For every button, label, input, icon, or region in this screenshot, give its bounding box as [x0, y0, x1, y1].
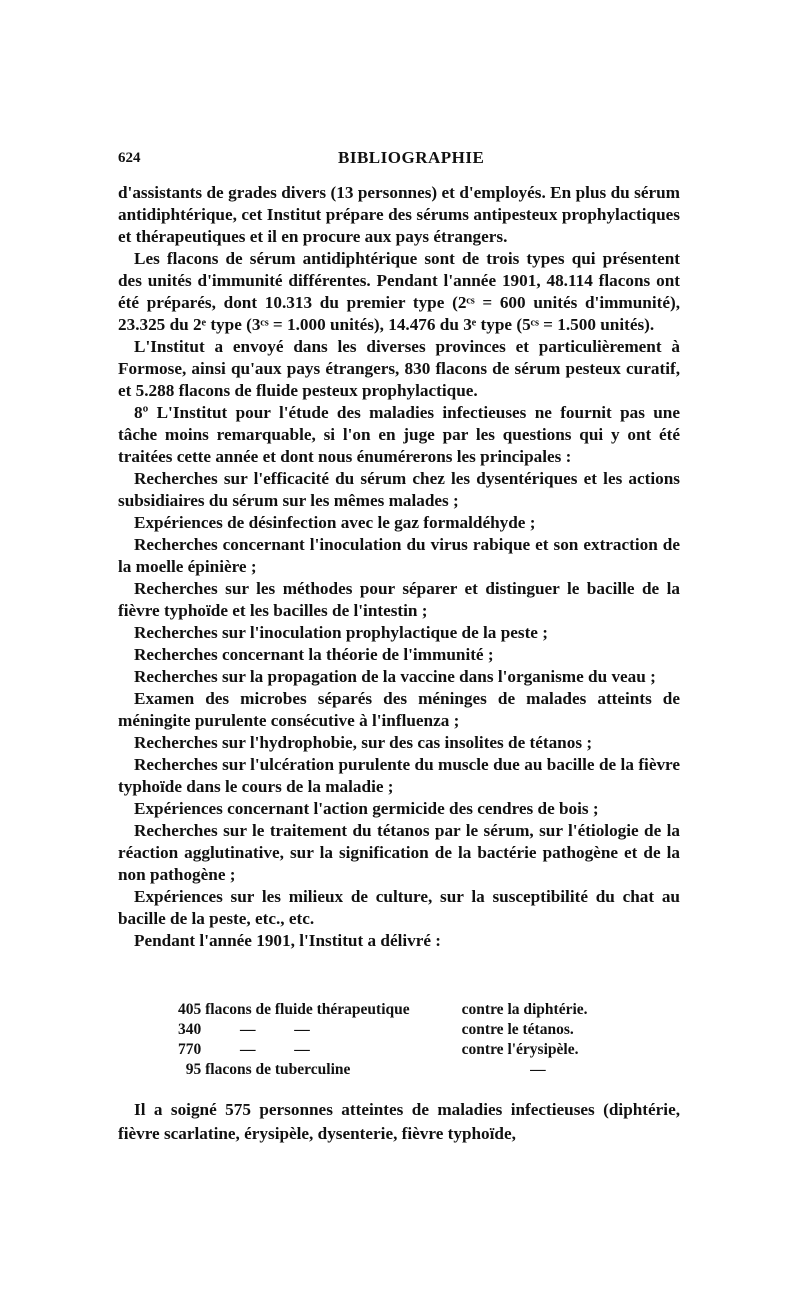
paragraph: Recherches sur les méthodes pour séparer et distinguer le bacille de la fièvre typhoïde et les bacilles de l'intestin ;: [118, 579, 680, 620]
paragraph: Recherches concernant la théorie de l'immunité ;: [134, 645, 494, 664]
supply-table: [178, 1000, 618, 1080]
paragraph: L'Institut a envoyé dans les diverses provinces et particulièrement à Formose, ainsi qu'aux pays étrangers, 830 flacons de sérum pesteux curatif, et 5.288 flacons de fluide pesteux prophylactique.: [118, 337, 680, 400]
paragraph: Recherches sur l'inoculation prophylactique de la peste ;: [134, 623, 548, 642]
table-row: [178, 1020, 618, 1040]
target-cell: contre le tétanos.: [461, 1021, 574, 1038]
paragraph: Expériences sur les milieux de culture, sur la susceptibilité du chat au bacille de la peste, etc., etc.: [118, 887, 680, 928]
target-cell: contre l'érysipèle.: [461, 1041, 579, 1058]
paragraph: Examen des microbes séparés des méninges de malades atteints de méningite purulente consécutive à l'influenza ;: [118, 689, 680, 730]
paragraph: Recherches sur l'efficacité du sérum chez les dysentériques et les actions subsidiaires du sérum sur les mêmes malades ;: [118, 469, 680, 510]
running-title: BIBLIOGRAPHIE: [338, 148, 485, 167]
quantity-cell: 770 — —: [178, 1041, 310, 1058]
quantity-cell: 405 flacons de fluide thérapeutique: [178, 1001, 410, 1018]
quantity-cell: 340 — —: [178, 1021, 310, 1038]
table-row: [178, 1060, 618, 1080]
paragraph: Il a soigné 575 personnes atteintes de maladies infectieuses (diphtérie, fièvre scarlatine, érysipèle, dysenterie, fièvre typhoïde,: [118, 1100, 680, 1143]
paragraph: Les flacons de sérum antidiphtérique sont de trois types qui présentent des unités d'immunité différentes. Pendant l'année 1901, 48.114 flacons ont été préparés, dont 10.313 du premier type (2ᶜˢ = 600 unités d'immunité), 23.325 du 2ᵉ type (3ᶜˢ = 1.000 unités), 14.476 du 3ᵉ type (5ᶜˢ = 1.500 unités).: [118, 249, 680, 334]
table-row: [178, 1000, 618, 1020]
table-row: [178, 1040, 618, 1060]
paragraph: Recherches sur la propagation de la vaccine dans l'organisme du veau ;: [134, 667, 656, 686]
target-cell: contre la diphtérie.: [461, 1001, 588, 1018]
paragraph: Recherches sur l'ulcération purulente du muscle due au bacille de la fièvre typhoïde dans le cours de la maladie ;: [118, 755, 680, 796]
paragraph: d'assistants de grades divers (13 personnes) et d'employés. En plus du sérum antidiphtérique, cet Institut prépare des sérums antipesteux prophylactiques et thérapeutiques et il en procure aux pays étrangers.: [118, 183, 680, 246]
page-header: [118, 148, 680, 174]
target-cell: —: [530, 1061, 546, 1078]
paragraph: Recherches concernant l'inoculation du virus rabique et son extraction de la moelle épinière ;: [118, 535, 680, 576]
paragraph: Expériences concernant l'action germicide des cendres de bois ;: [134, 799, 599, 818]
paragraph: Recherches sur le traitement du tétanos par le sérum, sur l'étiologie de la réaction agglutinative, sur la signification de la bactérie pathogène et de la non pathogène ;: [118, 821, 680, 884]
paragraph: Recherches sur l'hydrophobie, sur des cas insolites de tétanos ;: [134, 733, 593, 752]
closing-paragraph: [118, 1098, 680, 1146]
body-text: [118, 182, 680, 952]
page-number: 624: [118, 150, 141, 166]
paragraph: Pendant l'année 1901, l'Institut a délivré :: [134, 931, 441, 950]
quantity-cell: 95 flacons de tuberculine: [178, 1061, 351, 1078]
paragraph: Expériences de désinfection avec le gaz formaldéhyde ;: [134, 513, 536, 532]
paragraph: 8º L'Institut pour l'étude des maladies infectieuses ne fournit pas une tâche moins remarquable, si l'on en juge par les questions qui y ont été traitées cette année et dont nous énumérerons les principales :: [118, 403, 680, 466]
